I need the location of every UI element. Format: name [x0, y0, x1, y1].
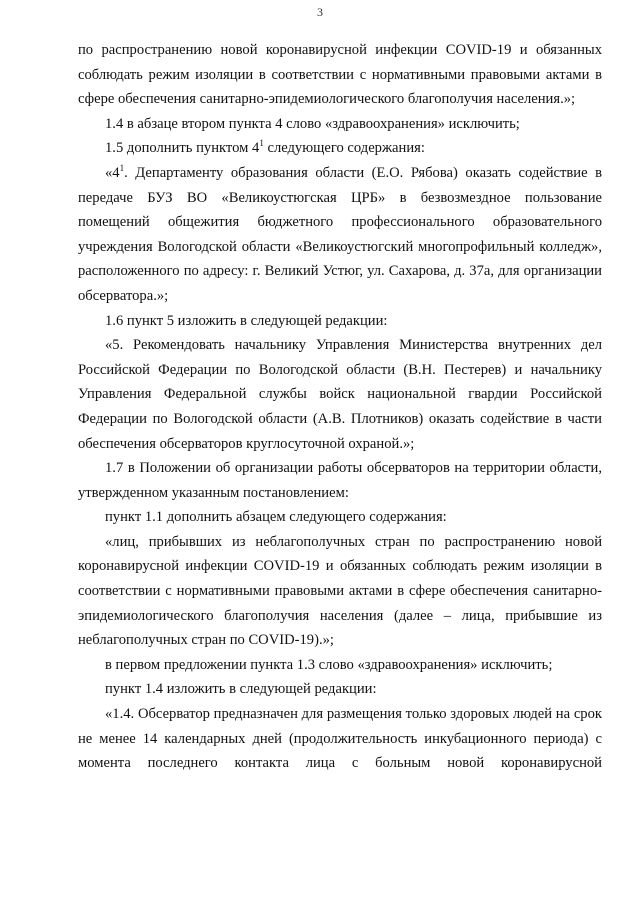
- paragraph-1-4: 1.4 в абзаце втором пункта 4 слово «здравоохранения» исключить;: [105, 115, 520, 132]
- paragraph-1-7: 1.7 в Положении об организации работы обсерваторов на территории области, утвержденном указанным постановлением:: [78, 460, 602, 501]
- superscript: 1: [259, 138, 264, 149]
- paragraph-1-1-addition: пункт 1.1 дополнить абзацем следующего содержания:: [105, 509, 447, 526]
- paragraph-point-5: «5. Рекомендовать начальнику Управления Министерства внутренних дел Российской Федерации по Вологодской области (В.Н. Пестерев) и начальнику Управления Федеральной службы войск национальной гвардии Российской Федерации по Вологодской области (А.В. Плотников) оказать содействие в части обеспечения обсерваторов круглосуточной охраной.»;: [78, 337, 602, 452]
- paragraph-1-5-pre: 1.5 дополнить пунктом 4: [105, 140, 260, 157]
- paragraph-point-4-1-pre: «4: [105, 164, 120, 181]
- paragraph-1-6: 1.6 пункт 5 изложить в следующей редакции:: [105, 312, 388, 329]
- paragraph-quoted-persons: «лиц, прибывших из неблагополучных стран по распространению новой коронавирусной инфекции COVID-19 и обязанных соблюдать режим изоляции в соответствии с нормативными правовыми актами в сфере обеспечения санитарно-эпидемиологического благополучия населения (далее – лица, прибывшие из неблагополучных стран по COVID-19).»;: [78, 533, 602, 649]
- paragraph-1-5-post: следующего содержания:: [263, 140, 425, 157]
- paragraph-point-4-1-post: . Департаменту образования области (Е.О. Рябова) оказать содействие в передаче БУЗ ВО «Великоустюгская ЦРБ» в безвозмездное пользование помещений общежития бюджетного профессионального образовательного учреждения Вологодской области «Великоустюгский многопрофильный колледж», расположенного по адресу: г. Великий Устюг, ул. Сахарова, д. 37а, для организации обсерватора.»;: [78, 164, 602, 304]
- page-number: 3: [317, 5, 323, 19]
- paragraph-quoted-1-4: «1.4. Обсерватор предназначен для размещения только здоровых людей на срок не менее 14 календарных дней (продолжительность инкубационного периода) с момента последнего контакта лица с больным новой коронавирусной: [78, 706, 602, 772]
- paragraph-1-5: [78, 136, 602, 161]
- paragraph-point-4-1: [78, 161, 602, 309]
- document-body: [78, 38, 602, 776]
- superscript: 1: [119, 162, 125, 173]
- paragraph-continuation: по распространению новой коронавирусной инфекции COVID-19 и обязанных соблюдать режим изоляции в соответствии с нормативными правовыми актами в сфере обеспечения санитарно-эпидемиологического благополучия населения.»;: [78, 42, 602, 108]
- paragraph-1-3: в первом предложении пункта 1.3 слово «здравоохранения» исключить;: [105, 656, 553, 673]
- paragraph-1-4-new: пункт 1.4 изложить в следующей редакции:: [105, 681, 377, 698]
